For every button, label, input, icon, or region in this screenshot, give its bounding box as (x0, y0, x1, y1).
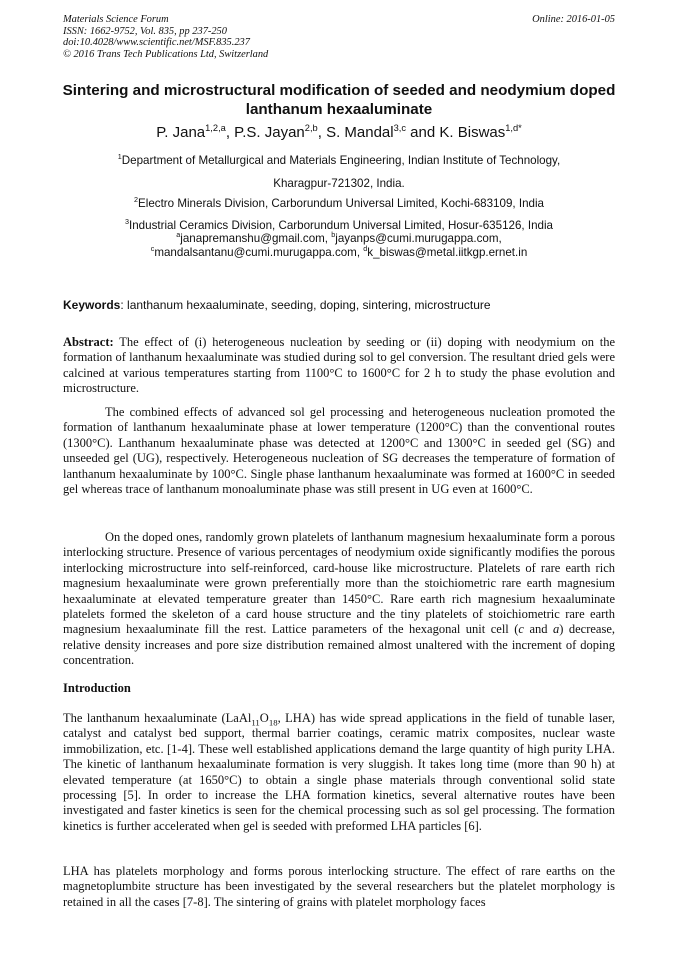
affiliation-text: Kharagpur-721302, India. (273, 177, 405, 190)
author-affiliation-mark: 1,2,a (205, 123, 226, 133)
email-mark: a (176, 230, 181, 240)
online-date: Online: 2016-01-05 (532, 14, 615, 25)
introduction-paragraph-2: LHA has platelets morphology and forms porous interlocking structure. The effect of rare earths on the magnetoplumbite structure has been investigated by the several researchers but the platelet morphology is retained in all the cases [7-8]. The sintering of grains with platelet morphology faces (63, 864, 615, 909)
abstract-text: and (523, 622, 553, 637)
author-name: S. Mandal (326, 124, 394, 141)
author-affiliation-mark: 2,b (304, 123, 318, 133)
affiliation-text: Department of Metallurgical and Materials Engineering, Indian Institute of Technology, (121, 154, 561, 167)
lattice-param-c: c (518, 622, 524, 637)
abstract-label: Abstract: (63, 335, 114, 349)
abstract-text: ) decrease, relative density increases and pore size distribution remained almost unaltered with the increment of doping concentration. (63, 622, 615, 668)
email-address[interactable]: jayanps@cumi.murugappa.com, (335, 232, 502, 245)
journal-doi: doi:10.4028/www.scientific.net/MSF.835.237 (63, 37, 250, 48)
keywords-label: Keywords (63, 298, 121, 312)
email-line-2 (60, 246, 618, 260)
author-name: P. Jana (156, 124, 206, 141)
author-separator: , (317, 124, 327, 141)
author-affiliation-mark: 3,c (393, 123, 407, 133)
lattice-param-a: a (552, 622, 560, 637)
journal-name: Materials Science Forum (63, 14, 169, 25)
formula-text: O (259, 711, 269, 725)
affiliation-number: 2 (134, 195, 139, 205)
introduction-paragraph-1 (63, 711, 615, 834)
email-address[interactable]: mandalsantanu@cumi.murugappa.com, (154, 246, 361, 259)
email-line-1 (60, 232, 618, 246)
affiliation-text: Industrial Ceramics Division, Carborundum Universal Limited, Hosur-635126, India (129, 219, 553, 232)
author-separator: and (406, 124, 440, 141)
email-mark: b (331, 230, 336, 240)
formula-subscript: 18 (268, 717, 278, 728)
affiliation-text: Electro Minerals Division, Carborundum Universal Limited, Kochi-683109, India (138, 197, 544, 210)
affiliation-number: 1 (117, 152, 122, 162)
paper-title: Sintering and microstructural modification of seeded and neodymium doped lanthanum hexaaluminate (62, 82, 616, 118)
keywords-text: : lanthanum hexaaluminate, seeding, doping, sintering, microstructure (120, 298, 491, 312)
email-address[interactable]: k_biswas@metal.iitkgp.ernet.in (367, 246, 528, 259)
introduction-heading: Introduction (63, 681, 131, 695)
affiliation-1 (60, 149, 618, 195)
abstract-paragraph-1 (63, 335, 615, 397)
affiliation-2 (60, 192, 618, 215)
formula-subscript: 11 (251, 717, 260, 728)
email-mark: c (150, 244, 155, 254)
email-mark: d (363, 244, 368, 254)
journal-copyright: © 2016 Trans Tech Publications Ltd, Switzerland (63, 48, 269, 60)
intro-text: The lanthanum hexaaluminate (LaAl (63, 711, 252, 725)
journal-header (63, 14, 268, 60)
intro-text: , LHA) has wide spread applications in the field of tunable laser, catalyst and catalyst bed support, thermal barrier coatings, ceramic matrix composites, nuclear waste immobilization, etc. [1-4]. These well established applications demand the large quantity of high purity LHA. The kinetic of lanthanum hexaaluminate formation is very sluggish. It takes long time (more than 90 h) at elevated temperature (at 1650°C) to obtain a single phase materials through conventional solid state processing [5]. In order to increase the LHA formation kinetics, several alternative routes have been investigated and faster kinetics is seen for the chemical processing such as sol gel processing. The formation kinetics is further accelerated when gel is seeded with preformed LHA particles [6]. (63, 711, 615, 833)
author-list (60, 124, 618, 141)
abstract-paragraph-2: The combined effects of advanced sol gel processing and heterogeneous nucleation promoted the formation of lanthanum hexaaluminate phase at lower temperature (1200°C) than the conventional routes (1300°C). Lanthanum hexaaluminate phase was detected at 1200°C and 1300°C in seeded gel (SG) and unseeded gel (UG), respectively. Heterogeneous nucleation of SG decreases the temperature of formation of lanthanum hexaaluminate by 100°C. Single phase lanthanum hexaaluminate was formed at 1600°C in seeded gel whereas trace of lanthanum monoaluminate phase was still present in UG even at 1600°C. (63, 405, 615, 497)
author-separator: , (225, 124, 235, 141)
keywords-line (63, 298, 491, 312)
affiliation-number: 3 (125, 217, 129, 227)
author-affiliation-mark: 1,d* (505, 123, 522, 133)
abstract-text: On the doped ones, randomly grown platelets of lanthanum magnesium hexaaluminate form a porous interlocking structure. Presence of various percentages of neodymium oxide significantly modifies the porous interlocking microstructure into self-reinforced, card-house like microstructure. Platelets of rare earth rich magnesium hexaaluminate were grown preferentially more than the stoichiometric rare earth magnesium hexaaluminate at elevated temperature greater than 1450°C. Rare earth rich magnesium hexaaluminate platelets formed the skeleton of a card house structure and the tiny platelets of stoichiometric rare earth magnesium hexaaluminate fill the rest. Lattice parameters of the hexagonal unit cell ( (63, 530, 615, 637)
email-address[interactable]: janapremanshu@gmail.com, (180, 232, 329, 245)
abstract-text: The effect of (i) heterogeneous nucleation by seeding or (ii) doping with neodymium on the formation of lanthanum hexaaluminate was studied during sol to gel conversion. The resultant dried gels were calcined at various temperatures starting from 1100°C to 1600°C for 2 h to study the phase evolution and microstructure. (63, 335, 615, 396)
author-name: P.S. Jayan (234, 124, 305, 141)
journal-issn: ISSN: 1662-9752, Vol. 835, pp 237-250 (63, 25, 227, 37)
author-name: K. Biswas (439, 124, 506, 141)
abstract-paragraph-3 (63, 530, 615, 669)
